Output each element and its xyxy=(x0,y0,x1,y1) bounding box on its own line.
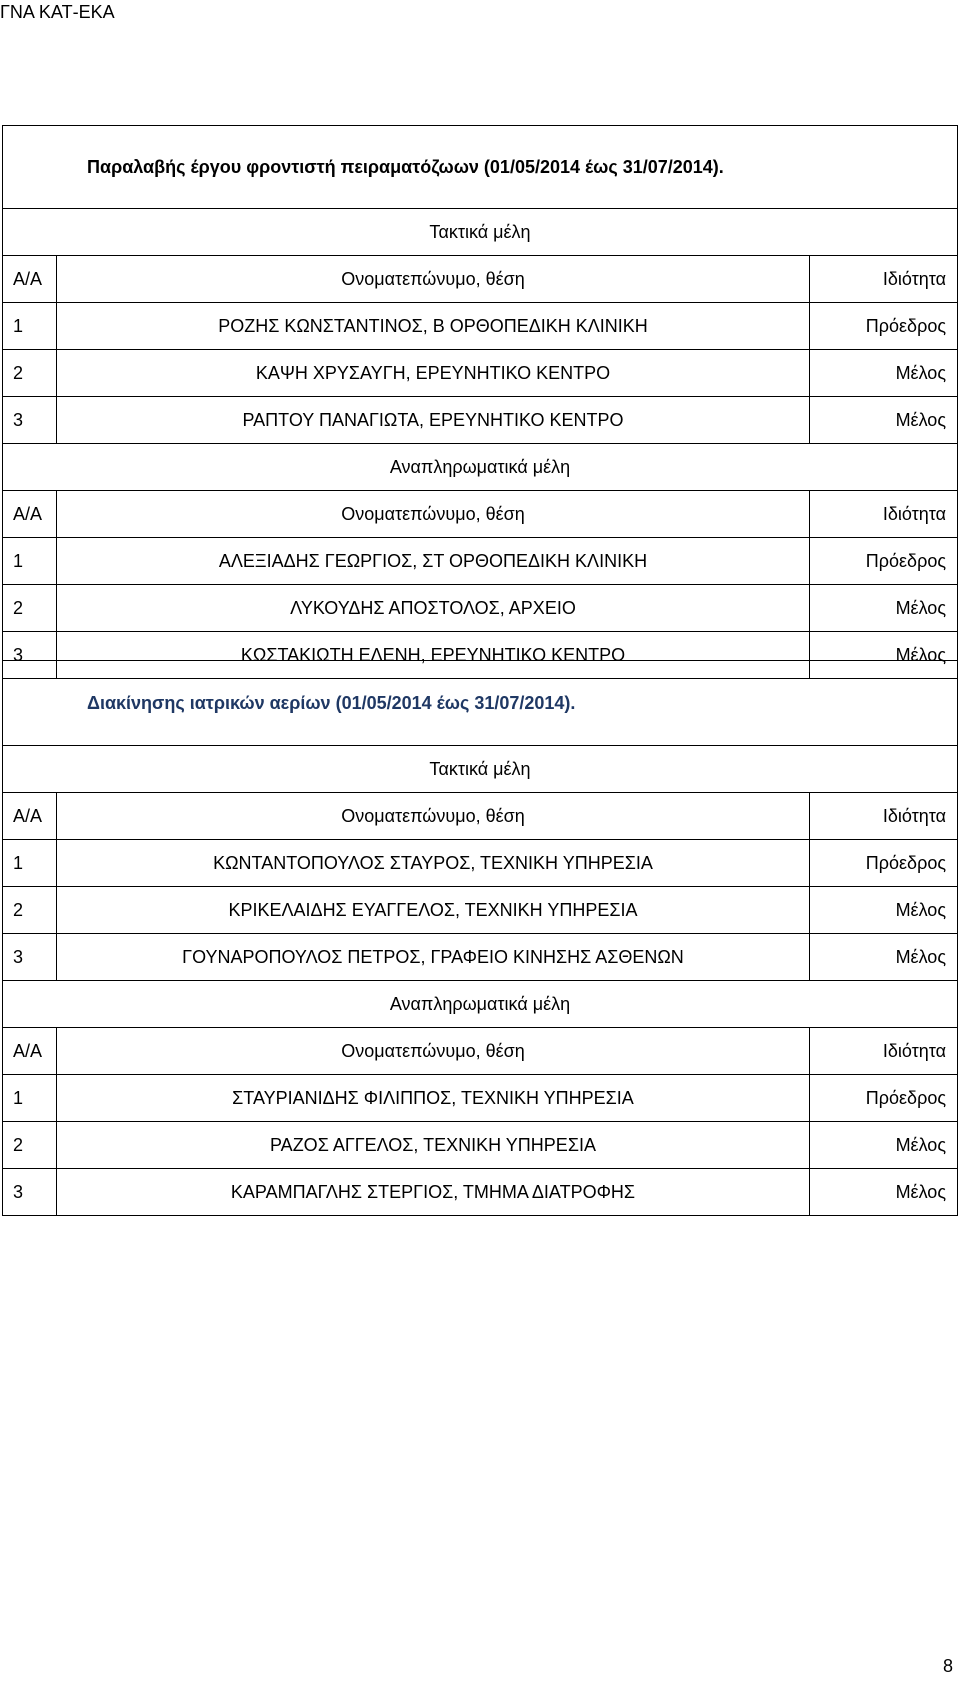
header-index: Α/Α xyxy=(3,491,57,538)
member-role: Μέλος xyxy=(809,585,957,632)
member-name: ΚΩΣΤΑΚΙΩΤΗ ΕΛΕΝΗ, ΕΡΕΥΝΗΤΙΚΟ ΚΕΝΤΡΟ xyxy=(57,632,810,679)
member-role: Μέλος xyxy=(809,1169,957,1216)
header-index: Α/Α xyxy=(3,256,57,303)
header-name: Ονοματεπώνυμο, θέση xyxy=(57,1028,810,1075)
member-name: ΛΥΚΟΥΔΗΣ ΑΠΟΣΤΟΛΟΣ, ΑΡΧΕΙΟ xyxy=(57,585,810,632)
section-label-row xyxy=(3,981,958,1028)
committee-title: Παραλαβής έργου φροντιστή πειραματόζωων (01/05/2014 έως 31/07/2014). xyxy=(3,126,958,209)
member-role: Μέλος xyxy=(809,350,957,397)
committee-title: Διακίνησης ιατρικών αερίων (01/05/2014 έως 31/07/2014). xyxy=(3,661,958,746)
header-name: Ονοματεπώνυμο, θέση xyxy=(57,491,810,538)
section-label-row xyxy=(3,444,958,491)
member-row xyxy=(3,538,958,585)
member-row xyxy=(3,350,958,397)
header-role: Ιδιότητα xyxy=(809,793,957,840)
member-index: 3 xyxy=(3,632,57,679)
member-row xyxy=(3,303,958,350)
section-label: Τακτικά μέλη xyxy=(3,746,958,793)
member-row xyxy=(3,1122,958,1169)
header-name: Ονοματεπώνυμο, θέση xyxy=(57,256,810,303)
member-name: ΡΟΖΗΣ ΚΩΝΣΤΑΝΤΙΝΟΣ, Β ΟΡΘΟΠΕΔΙΚΗ ΚΛΙΝΙΚΗ xyxy=(57,303,810,350)
member-name: ΑΛΕΞΙΑΔΗΣ ΓΕΩΡΓΙΟΣ, ΣΤ ΟΡΘΟΠΕΔΙΚΗ ΚΛΙΝΙΚΗ xyxy=(57,538,810,585)
member-row xyxy=(3,840,958,887)
member-index: 3 xyxy=(3,1169,57,1216)
committee-table xyxy=(2,660,958,1216)
section-label: Αναπληρωματικά μέλη xyxy=(3,444,958,491)
member-row xyxy=(3,1075,958,1122)
section-label: Τακτικά μέλη xyxy=(3,209,958,256)
member-name: ΚΑΨΗ ΧΡΥΣΑΥΓΗ, ΕΡΕΥΝΗΤΙΚΟ ΚΕΝΤΡΟ xyxy=(57,350,810,397)
header-role: Ιδιότητα xyxy=(809,491,957,538)
member-index: 3 xyxy=(3,934,57,981)
member-index: 2 xyxy=(3,350,57,397)
member-name: ΣΤΑΥΡΙΑΝΙΔΗΣ ΦΙΛΙΠΠΟΣ, ΤΕΧΝΙΚΗ ΥΠΗΡΕΣΙΑ xyxy=(57,1075,810,1122)
member-role: Μέλος xyxy=(809,632,957,679)
member-index: 2 xyxy=(3,585,57,632)
column-header-row xyxy=(3,793,958,840)
member-row xyxy=(3,397,958,444)
member-index: 1 xyxy=(3,1075,57,1122)
header-index: Α/Α xyxy=(3,1028,57,1075)
member-name: ΚΩΝΤΑΝΤΟΠΟΥΛΟΣ ΣΤΑΥΡΟΣ, ΤΕΧΝΙΚΗ ΥΠΗΡΕΣΙΑ xyxy=(57,840,810,887)
member-index: 3 xyxy=(3,397,57,444)
member-row xyxy=(3,887,958,934)
member-index: 1 xyxy=(3,303,57,350)
member-row xyxy=(3,585,958,632)
member-index: 2 xyxy=(3,1122,57,1169)
committee-title-row xyxy=(3,661,958,746)
committee-table xyxy=(2,125,958,679)
committee-title-row xyxy=(3,126,958,209)
member-role: Πρόεδρος xyxy=(809,303,957,350)
member-role: Μέλος xyxy=(809,934,957,981)
member-index: 1 xyxy=(3,840,57,887)
header-role: Ιδιότητα xyxy=(809,256,957,303)
member-name: ΚΑΡΑΜΠΑΓΛΗΣ ΣΤΕΡΓΙΟΣ, ΤΜΗΜΑ ΔΙΑΤΡΟΦΗΣ xyxy=(57,1169,810,1216)
member-role: Πρόεδρος xyxy=(809,538,957,585)
member-name: ΓΟΥΝΑΡΟΠΟΥΛΟΣ ΠΕΤΡΟΣ, ΓΡΑΦΕΙΟ ΚΙΝΗΣΗΣ ΑΣΘΕΝΩΝ xyxy=(57,934,810,981)
member-row xyxy=(3,934,958,981)
member-index: 1 xyxy=(3,538,57,585)
member-role: Μέλος xyxy=(809,887,957,934)
header-name: Ονοματεπώνυμο, θέση xyxy=(57,793,810,840)
member-index: 2 xyxy=(3,887,57,934)
header-index: Α/Α xyxy=(3,793,57,840)
member-name: ΡΑΠΤΟΥ ΠΑΝΑΓΙΩΤΑ, ΕΡΕΥΝΗΤΙΚΟ ΚΕΝΤΡΟ xyxy=(57,397,810,444)
member-name: ΡΑΖΟΣ ΑΓΓΕΛΟΣ, ΤΕΧΝΙΚΗ ΥΠΗΡΕΣΙΑ xyxy=(57,1122,810,1169)
section-label: Αναπληρωματικά μέλη xyxy=(3,981,958,1028)
member-role: Μέλος xyxy=(809,397,957,444)
column-header-row xyxy=(3,491,958,538)
page-header: ΓΝΑ ΚΑΤ-ΕΚΑ xyxy=(0,2,115,22)
column-header-row xyxy=(3,256,958,303)
member-name: ΚΡΙΚΕΛΑΙΔΗΣ ΕΥΑΓΓΕΛΟΣ, ΤΕΧΝΙΚΗ ΥΠΗΡΕΣΙΑ xyxy=(57,887,810,934)
section-label-row xyxy=(3,746,958,793)
column-header-row xyxy=(3,1028,958,1075)
header-role: Ιδιότητα xyxy=(809,1028,957,1075)
member-role: Μέλος xyxy=(809,1122,957,1169)
member-role: Πρόεδρος xyxy=(809,840,957,887)
member-row xyxy=(3,1169,958,1216)
section-label-row xyxy=(3,209,958,256)
member-role: Πρόεδρος xyxy=(809,1075,957,1122)
page-number: 8 xyxy=(942,1656,953,1676)
